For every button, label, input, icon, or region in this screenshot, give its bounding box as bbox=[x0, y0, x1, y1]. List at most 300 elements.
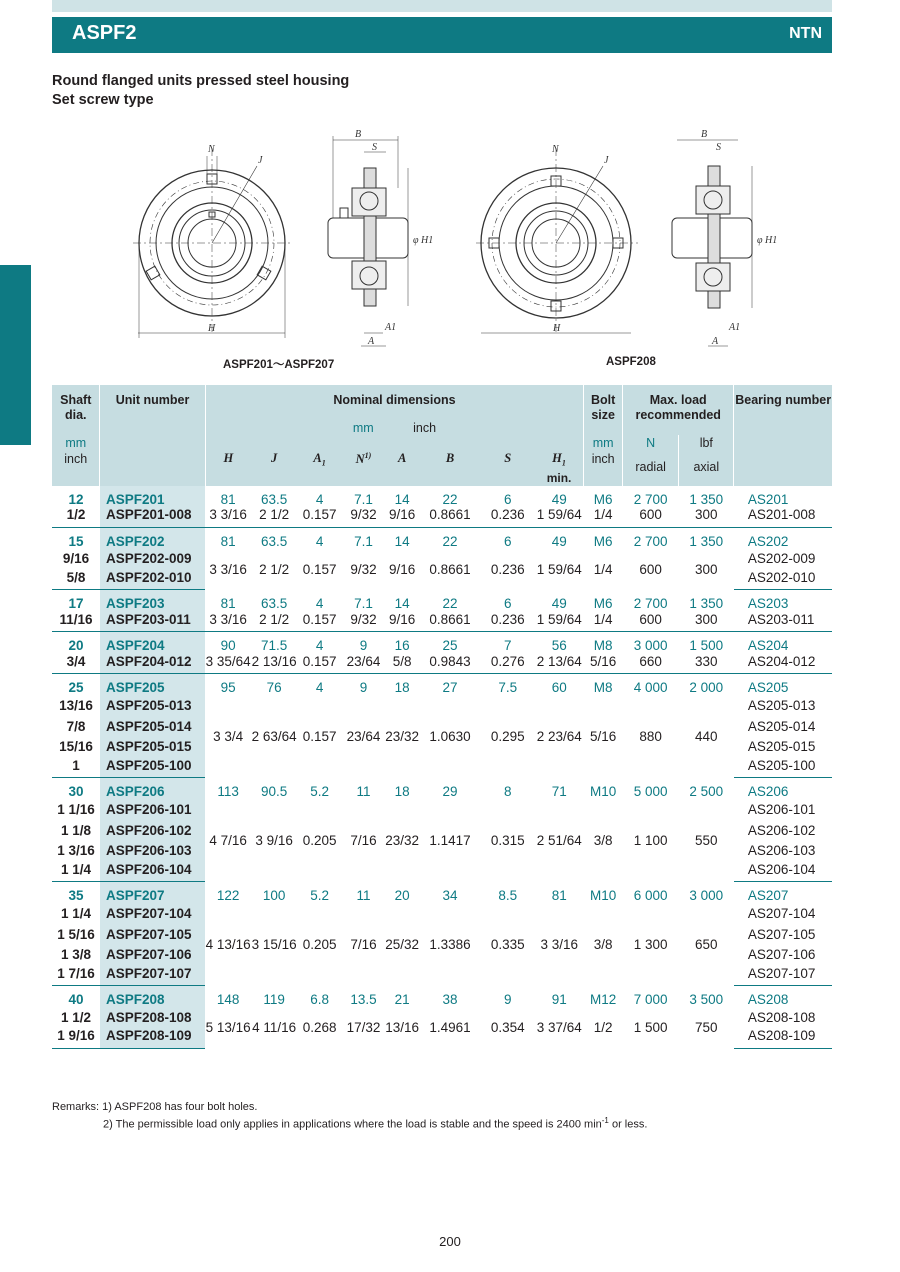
dim-inch: 17/32 bbox=[346, 1020, 381, 1036]
bearing-number: AS208-108 bbox=[747, 1009, 816, 1025]
unit-number: ASPF205-013 bbox=[100, 695, 205, 716]
dim-inch: 0.8661 bbox=[419, 611, 480, 632]
shaft-mm: 15 bbox=[68, 533, 84, 549]
th-shaft-units bbox=[52, 435, 100, 486]
dim-inch: 2 1/2 bbox=[251, 507, 297, 528]
label-b: B bbox=[355, 129, 362, 140]
table-row bbox=[52, 1007, 832, 1028]
dim-inch: 0.157 bbox=[302, 561, 337, 577]
load-radial-n: 5 000 bbox=[633, 784, 668, 800]
dim-inch: 2 1/2 bbox=[251, 611, 297, 632]
th-col-a bbox=[385, 435, 420, 486]
bearing-number: AS203 bbox=[747, 596, 789, 612]
unit-number: ASPF206-104 bbox=[100, 861, 205, 882]
load-radial-n: 2 700 bbox=[633, 533, 668, 549]
shaft-mm: 40 bbox=[68, 992, 84, 1008]
dim-inch: 7/16 bbox=[350, 936, 377, 952]
unit-number: ASPF201 bbox=[100, 486, 205, 507]
dim-mm: 21 bbox=[394, 991, 410, 1007]
unit-number: ASPF201-008 bbox=[100, 507, 205, 528]
page-header bbox=[52, 17, 832, 53]
load-radial: 880 bbox=[639, 729, 662, 745]
th-shaft-inch: inch bbox=[64, 452, 88, 466]
unit-number: ASPF205-015 bbox=[100, 737, 205, 758]
dim-inch: 0.295 bbox=[490, 729, 525, 745]
dim-inch: 2 1/2 bbox=[259, 561, 290, 577]
load-radial: 600 bbox=[623, 507, 679, 528]
bearing-number: AS205 bbox=[747, 680, 789, 696]
dim-mm: 113 bbox=[217, 784, 239, 800]
dim-inch: 5 13/16 bbox=[205, 1020, 251, 1036]
unit-number: ASPF202 bbox=[100, 527, 205, 549]
bolt-size-inch: 1/2 bbox=[593, 1020, 613, 1036]
load-axial-lbf: 1 500 bbox=[689, 638, 724, 654]
dim-mm: 8.5 bbox=[498, 887, 518, 903]
dim-inch: 2 23/64 bbox=[536, 729, 582, 745]
dim-inch: 1.1417 bbox=[429, 833, 471, 849]
subtitle-line-2: Set screw type bbox=[52, 92, 154, 108]
dim-mm: 7.1 bbox=[354, 596, 373, 612]
load-axial: 440 bbox=[695, 729, 718, 745]
bearing-number: AS204-012 bbox=[734, 653, 832, 674]
th-load-label: Max. load recommended bbox=[635, 393, 721, 422]
th-col-j-label: J bbox=[271, 451, 278, 465]
dim-inch: 1.4961 bbox=[429, 1020, 471, 1036]
unit-number: ASPF204-012 bbox=[100, 653, 205, 674]
th-bolt-mm: mm bbox=[592, 436, 614, 450]
label-s: S bbox=[372, 142, 377, 153]
unit-number: ASPF208-108 bbox=[100, 1007, 205, 1028]
dim-inch: 23/64 bbox=[346, 729, 381, 745]
dim-mm: 49 bbox=[551, 491, 567, 507]
drawing-aspf201-207 bbox=[128, 128, 434, 350]
th-bearing bbox=[734, 385, 832, 435]
dim-inch: 0.354 bbox=[490, 1020, 525, 1036]
unit-number: ASPF207-105 bbox=[100, 924, 205, 945]
shaft-inch: 1 1/8 bbox=[60, 822, 91, 838]
th-bearing-label: Bearing number bbox=[735, 393, 832, 407]
dim-inch: 3 3/16 bbox=[205, 611, 251, 632]
shaft-inch: 1/2 bbox=[52, 507, 100, 528]
bearing-number: AS206 bbox=[747, 784, 789, 800]
bearing-number: AS203-011 bbox=[734, 611, 832, 632]
dim-mm: 91 bbox=[551, 991, 567, 1007]
dim-mm: 7 bbox=[503, 638, 512, 654]
th-col-h1-min: min. bbox=[546, 470, 572, 485]
load-radial: 1 300 bbox=[633, 936, 668, 952]
dim-mm: 14 bbox=[394, 491, 410, 507]
th-axial bbox=[679, 435, 734, 486]
load-axial-lbf: 1 350 bbox=[689, 596, 724, 612]
label-j: J bbox=[258, 155, 263, 166]
dim-mm: 4 bbox=[315, 638, 324, 654]
shaft-mm: 35 bbox=[68, 888, 84, 904]
load-axial: 750 bbox=[695, 1020, 718, 1036]
dim-inch: 2 51/64 bbox=[536, 833, 582, 849]
dim-inch: 0.9843 bbox=[419, 653, 480, 674]
dim-inch: 0.205 bbox=[302, 833, 337, 849]
brand-logo: NTN bbox=[789, 25, 822, 42]
dim-inch: 0.157 bbox=[297, 507, 342, 528]
dim-mm: 6 bbox=[503, 533, 512, 549]
dim-mm: 81 bbox=[220, 491, 236, 507]
shaft-inch: 1 5/16 bbox=[57, 926, 95, 942]
th-col-a1-sub: 1 bbox=[321, 458, 326, 468]
top-accent-bar bbox=[52, 0, 832, 12]
load-axial-lbf: 2 500 bbox=[689, 784, 724, 800]
shaft-inch: 1 1/4 bbox=[52, 861, 100, 882]
bolt-size-mm: M8 bbox=[593, 638, 613, 654]
dim-mm: 71 bbox=[551, 784, 567, 800]
dim-inch: 0.157 bbox=[297, 653, 342, 674]
dim-mm: 119 bbox=[263, 991, 285, 1007]
table-row bbox=[52, 903, 832, 924]
dim-mm: 90 bbox=[220, 638, 236, 654]
page-subtitle bbox=[52, 72, 349, 110]
label-a: A bbox=[368, 336, 375, 347]
dim-mm: 14 bbox=[394, 596, 410, 612]
dim-inch: 9/16 bbox=[385, 611, 420, 632]
dim-mm: 148 bbox=[216, 991, 240, 1007]
dim-mm: 27 bbox=[442, 680, 458, 696]
load-radial-n: 7 000 bbox=[633, 991, 668, 1007]
th-col-b bbox=[419, 435, 480, 486]
th-unit-label: Unit number bbox=[115, 393, 190, 407]
dim-inch: 1 59/64 bbox=[535, 507, 584, 528]
dim-mm: 6 bbox=[503, 596, 512, 612]
load-radial-n: 4 000 bbox=[633, 680, 668, 696]
th-col-a1 bbox=[297, 435, 342, 486]
dim-mm: 34 bbox=[442, 887, 458, 903]
label-h1-208: φ H1 bbox=[757, 235, 778, 246]
table-row bbox=[52, 507, 832, 528]
dim-inch: 7/16 bbox=[350, 833, 377, 849]
dim-mm: 22 bbox=[442, 596, 458, 612]
dim-inch: 0.157 bbox=[297, 611, 342, 632]
bolt-size-inch: 1/4 bbox=[593, 561, 613, 577]
th-shaft bbox=[52, 385, 100, 435]
th-col-j bbox=[251, 435, 297, 486]
remarks bbox=[52, 1101, 647, 1132]
th-nominal-mm: mm bbox=[352, 421, 374, 435]
label-h: H bbox=[208, 323, 216, 334]
load-radial-n: 3 000 bbox=[633, 638, 668, 654]
bolt-size-inch: 1/4 bbox=[584, 507, 623, 528]
dim-mm: 8 bbox=[503, 784, 512, 800]
dim-inch: 25/32 bbox=[385, 936, 420, 952]
bearing-number: AS202 bbox=[747, 533, 789, 549]
table-row bbox=[52, 611, 832, 632]
bearing-number: AS206-104 bbox=[734, 861, 832, 882]
bolt-size-inch: 5/16 bbox=[584, 653, 623, 674]
dim-mm: 71.5 bbox=[260, 638, 288, 654]
bolt-size-mm: M6 bbox=[593, 533, 613, 549]
th-nominal bbox=[205, 385, 584, 435]
shaft-inch: 1 1/2 bbox=[60, 1009, 91, 1025]
th-bearing-blank bbox=[734, 435, 832, 486]
load-axial: 300 bbox=[695, 561, 718, 577]
dim-mm: 22 bbox=[442, 533, 458, 549]
dim-inch: 9/32 bbox=[350, 561, 377, 577]
dim-mm: 122 bbox=[216, 887, 240, 903]
dim-inch: 1 59/64 bbox=[536, 561, 582, 577]
shaft-inch: 1 1/4 bbox=[60, 906, 91, 922]
load-axial-lbf: 1 350 bbox=[689, 533, 724, 549]
unit-number: ASPF203 bbox=[100, 590, 205, 612]
bolt-size-inch: 3/8 bbox=[593, 936, 613, 952]
dim-inch: 4 13/16 bbox=[205, 936, 251, 952]
dim-mm: 56 bbox=[551, 638, 567, 654]
dim-mm: 49 bbox=[551, 596, 567, 612]
page-number: 200 bbox=[439, 1234, 461, 1249]
table-row bbox=[52, 653, 832, 674]
dim-mm: 81 bbox=[551, 887, 567, 903]
th-radial bbox=[623, 435, 679, 486]
dim-inch: 5/8 bbox=[385, 653, 420, 674]
remark-2-end: or less. bbox=[608, 1118, 648, 1131]
bearing-number: AS207 bbox=[747, 888, 789, 904]
th-col-n-label: N bbox=[355, 452, 365, 467]
shaft-inch: 13/16 bbox=[59, 698, 93, 714]
label-j-208: J bbox=[604, 155, 609, 166]
label-h-208: H bbox=[553, 323, 561, 334]
th-col-a1-label: A bbox=[313, 451, 322, 465]
table-body bbox=[52, 486, 832, 1049]
shaft-inch: 5/8 bbox=[52, 569, 100, 590]
shaft-inch: 3/4 bbox=[52, 653, 100, 674]
dim-inch: 2 13/64 bbox=[535, 653, 584, 674]
unit-number: ASPF202-010 bbox=[100, 569, 205, 590]
shaft-mm: 17 bbox=[68, 596, 84, 612]
unit-number: ASPF206-102 bbox=[100, 820, 205, 841]
dim-mm: 7.5 bbox=[498, 680, 518, 696]
unit-number: ASPF205-014 bbox=[100, 716, 205, 737]
dim-inch: 3 9/16 bbox=[255, 833, 293, 849]
dim-inch: 1 59/64 bbox=[535, 611, 584, 632]
dim-mm: 22 bbox=[442, 491, 458, 507]
drawing-aspf208 bbox=[476, 128, 776, 350]
dim-inch: 0.268 bbox=[302, 1020, 337, 1036]
table-head bbox=[52, 385, 832, 486]
dim-inch: 0.236 bbox=[481, 611, 535, 632]
shaft-inch: 1 3/8 bbox=[60, 947, 91, 963]
bearing-number: AS206-103 bbox=[747, 843, 816, 859]
table-row bbox=[52, 674, 832, 696]
th-shaft-mm: mm bbox=[65, 436, 87, 450]
shaft-inch: 7/8 bbox=[66, 718, 86, 734]
bearing-number: AS208-109 bbox=[734, 1028, 832, 1049]
dim-inch: 0.8661 bbox=[429, 561, 471, 577]
th-bolt-label: Bolt size bbox=[591, 393, 616, 422]
th-nominal-units bbox=[206, 421, 584, 435]
th-load-axial: axial bbox=[693, 460, 720, 474]
load-radial-n: 2 700 bbox=[633, 491, 668, 507]
dim-inch: 13/16 bbox=[385, 1020, 420, 1036]
dim-mm: 95 bbox=[220, 680, 236, 696]
unit-number: ASPF207-106 bbox=[100, 944, 205, 965]
shaft-mm: 20 bbox=[68, 638, 84, 654]
bearing-number: AS205-014 bbox=[747, 718, 816, 734]
dim-inch: 3 15/16 bbox=[251, 936, 297, 952]
shaft-mm: 12 bbox=[68, 491, 84, 507]
bolt-size-mm: M6 bbox=[593, 491, 613, 507]
dim-inch: 9/16 bbox=[389, 561, 416, 577]
bearing-number: AS206-102 bbox=[747, 822, 816, 838]
bearing-number: AS205-015 bbox=[747, 739, 816, 755]
shaft-inch: 11/16 bbox=[52, 611, 100, 632]
th-col-h1 bbox=[535, 435, 584, 486]
load-axial-lbf: 2 000 bbox=[689, 680, 724, 696]
table-row bbox=[52, 590, 832, 612]
shaft-inch: 1 3/16 bbox=[57, 843, 95, 859]
side-tab bbox=[0, 265, 31, 445]
dim-mm: 4 bbox=[315, 680, 324, 696]
dim-inch: 0.236 bbox=[490, 561, 525, 577]
bearing-number: AS205-013 bbox=[747, 698, 816, 714]
dim-inch: 9/32 bbox=[342, 507, 385, 528]
dim-inch: 3 3/4 bbox=[213, 729, 244, 745]
bearing-number: AS207-105 bbox=[747, 926, 816, 942]
dim-inch: 3 3/16 bbox=[205, 507, 251, 528]
table-row bbox=[52, 778, 832, 800]
bolt-size-mm: M10 bbox=[590, 887, 617, 903]
unit-number: ASPF202-009 bbox=[100, 549, 205, 570]
load-radial-n: 6 000 bbox=[633, 887, 668, 903]
dim-mm: 13.5 bbox=[350, 991, 377, 1007]
subtitle-line-1: Round flanged units pressed steel housing bbox=[52, 73, 350, 89]
label-n-208: N bbox=[552, 144, 559, 155]
dim-mm: 18 bbox=[394, 680, 410, 696]
bolt-size-inch: 3/8 bbox=[593, 833, 613, 849]
bearing-number: AS201-008 bbox=[734, 507, 832, 528]
dim-mm: 38 bbox=[442, 991, 458, 1007]
th-col-h1-sub: 1 bbox=[561, 458, 566, 468]
dim-mm: 7.1 bbox=[354, 533, 373, 549]
th-load-lbf: lbf bbox=[699, 436, 713, 450]
load-radial: 600 bbox=[639, 561, 662, 577]
th-col-s-label: S bbox=[504, 451, 512, 465]
th-bolt-inch: inch bbox=[591, 452, 615, 466]
bolt-size-mm: M12 bbox=[590, 991, 617, 1007]
dim-mm: 25 bbox=[442, 638, 458, 654]
remark-1: Remarks: 1) ASPF208 has four bolt holes. bbox=[52, 1101, 258, 1113]
dim-mm: 5.2 bbox=[310, 887, 329, 903]
dim-inch: 4 7/16 bbox=[209, 833, 247, 849]
dim-inch: 2 13/16 bbox=[251, 653, 297, 674]
th-unit-blank bbox=[100, 435, 205, 486]
load-axial: 650 bbox=[695, 936, 718, 952]
bearing-number: AS205-100 bbox=[734, 757, 832, 778]
load-axial: 330 bbox=[679, 653, 734, 674]
load-axial-lbf: 3 500 bbox=[689, 991, 724, 1007]
dim-mm: 60 bbox=[551, 680, 567, 696]
unit-number: ASPF206-101 bbox=[100, 799, 205, 820]
th-col-h-label: H bbox=[223, 451, 234, 465]
th-load bbox=[623, 385, 734, 435]
dim-inch: 9/32 bbox=[342, 611, 385, 632]
th-col-h1-label: H bbox=[552, 451, 562, 465]
dim-inch: 3 3/16 bbox=[209, 561, 247, 577]
th-col-n-sup: 1) bbox=[364, 451, 372, 460]
label-a1-208: A1 bbox=[729, 322, 741, 333]
dim-mm: 81 bbox=[220, 596, 236, 612]
dim-inch: 0.205 bbox=[302, 936, 337, 952]
dim-mm: 100 bbox=[262, 887, 286, 903]
label-n: N bbox=[208, 144, 215, 155]
dim-mm: 9 bbox=[359, 638, 368, 654]
load-axial-lbf: 3 000 bbox=[689, 887, 724, 903]
load-axial-lbf: 1 350 bbox=[689, 491, 724, 507]
unit-number: ASPF208-109 bbox=[100, 1028, 205, 1049]
diagram-caption-left: ASPF201～ASPF207 bbox=[223, 359, 335, 371]
shaft-inch: 1 9/16 bbox=[52, 1028, 100, 1049]
dim-inch: 4 11/16 bbox=[252, 1020, 297, 1036]
shaft-inch: 1 bbox=[52, 757, 100, 778]
dim-mm: 4 bbox=[315, 491, 324, 507]
dim-inch: 1.0630 bbox=[429, 729, 471, 745]
unit-number: ASPF203-011 bbox=[100, 611, 205, 632]
dim-mm: 63.5 bbox=[260, 596, 288, 612]
dim-mm: 29 bbox=[442, 784, 458, 800]
table-row bbox=[52, 549, 832, 570]
dim-inch: 3 3/16 bbox=[540, 936, 579, 952]
th-nominal-label: Nominal dimensions bbox=[333, 393, 456, 407]
dim-mm: 76 bbox=[266, 680, 282, 696]
bearing-number: AS208 bbox=[747, 992, 789, 1008]
bearing-number: AS206-101 bbox=[747, 802, 816, 818]
dim-mm: 6 bbox=[503, 491, 512, 507]
spec-table bbox=[52, 385, 832, 1049]
th-load-n: N bbox=[646, 436, 656, 450]
bolt-size-inch: 1/4 bbox=[584, 611, 623, 632]
remark-2-sup: -1 bbox=[601, 1116, 609, 1125]
table-row bbox=[52, 632, 832, 654]
dim-mm: 63.5 bbox=[260, 491, 288, 507]
bearing-number: AS207-107 bbox=[734, 965, 832, 986]
shaft-inch: 1 1/16 bbox=[57, 802, 95, 818]
bearing-number: AS204 bbox=[747, 638, 789, 654]
dim-inch: 0.335 bbox=[490, 936, 525, 952]
dim-mm: 81 bbox=[220, 533, 236, 549]
shaft-inch: 9/16 bbox=[62, 551, 90, 567]
remark-2-text: 2) The permissible load only applies in applications where the load is stable and the speed is 2400 min bbox=[103, 1118, 602, 1131]
th-col-b-label: B bbox=[445, 451, 455, 465]
dim-mm: 90.5 bbox=[260, 784, 288, 800]
dim-inch: 0.8661 bbox=[419, 507, 480, 528]
th-col-h bbox=[205, 435, 251, 486]
unit-number: ASPF206-103 bbox=[100, 841, 205, 862]
dim-inch: 23/64 bbox=[342, 653, 385, 674]
th-shaft-label: Shaft dia. bbox=[60, 393, 92, 422]
th-load-radial: radial bbox=[635, 460, 666, 474]
unit-number: ASPF207 bbox=[100, 882, 205, 904]
unit-number: ASPF207-104 bbox=[100, 903, 205, 924]
dim-inch: 23/32 bbox=[385, 833, 420, 849]
dim-mm: 9 bbox=[359, 680, 368, 696]
bolt-size-mm: M6 bbox=[593, 596, 613, 612]
dim-mm: 6.8 bbox=[310, 991, 329, 1007]
load-axial: 300 bbox=[679, 507, 734, 528]
bearing-number: AS201 bbox=[747, 491, 789, 507]
table-row bbox=[52, 527, 832, 549]
load-radial: 600 bbox=[623, 611, 679, 632]
label-b-208: B bbox=[701, 129, 708, 140]
th-col-n bbox=[342, 435, 385, 486]
remark-2 bbox=[52, 1114, 647, 1132]
bearing-number: AS202-010 bbox=[734, 569, 832, 590]
th-col-s bbox=[481, 435, 535, 486]
series-title: ASPF2 bbox=[72, 22, 137, 44]
